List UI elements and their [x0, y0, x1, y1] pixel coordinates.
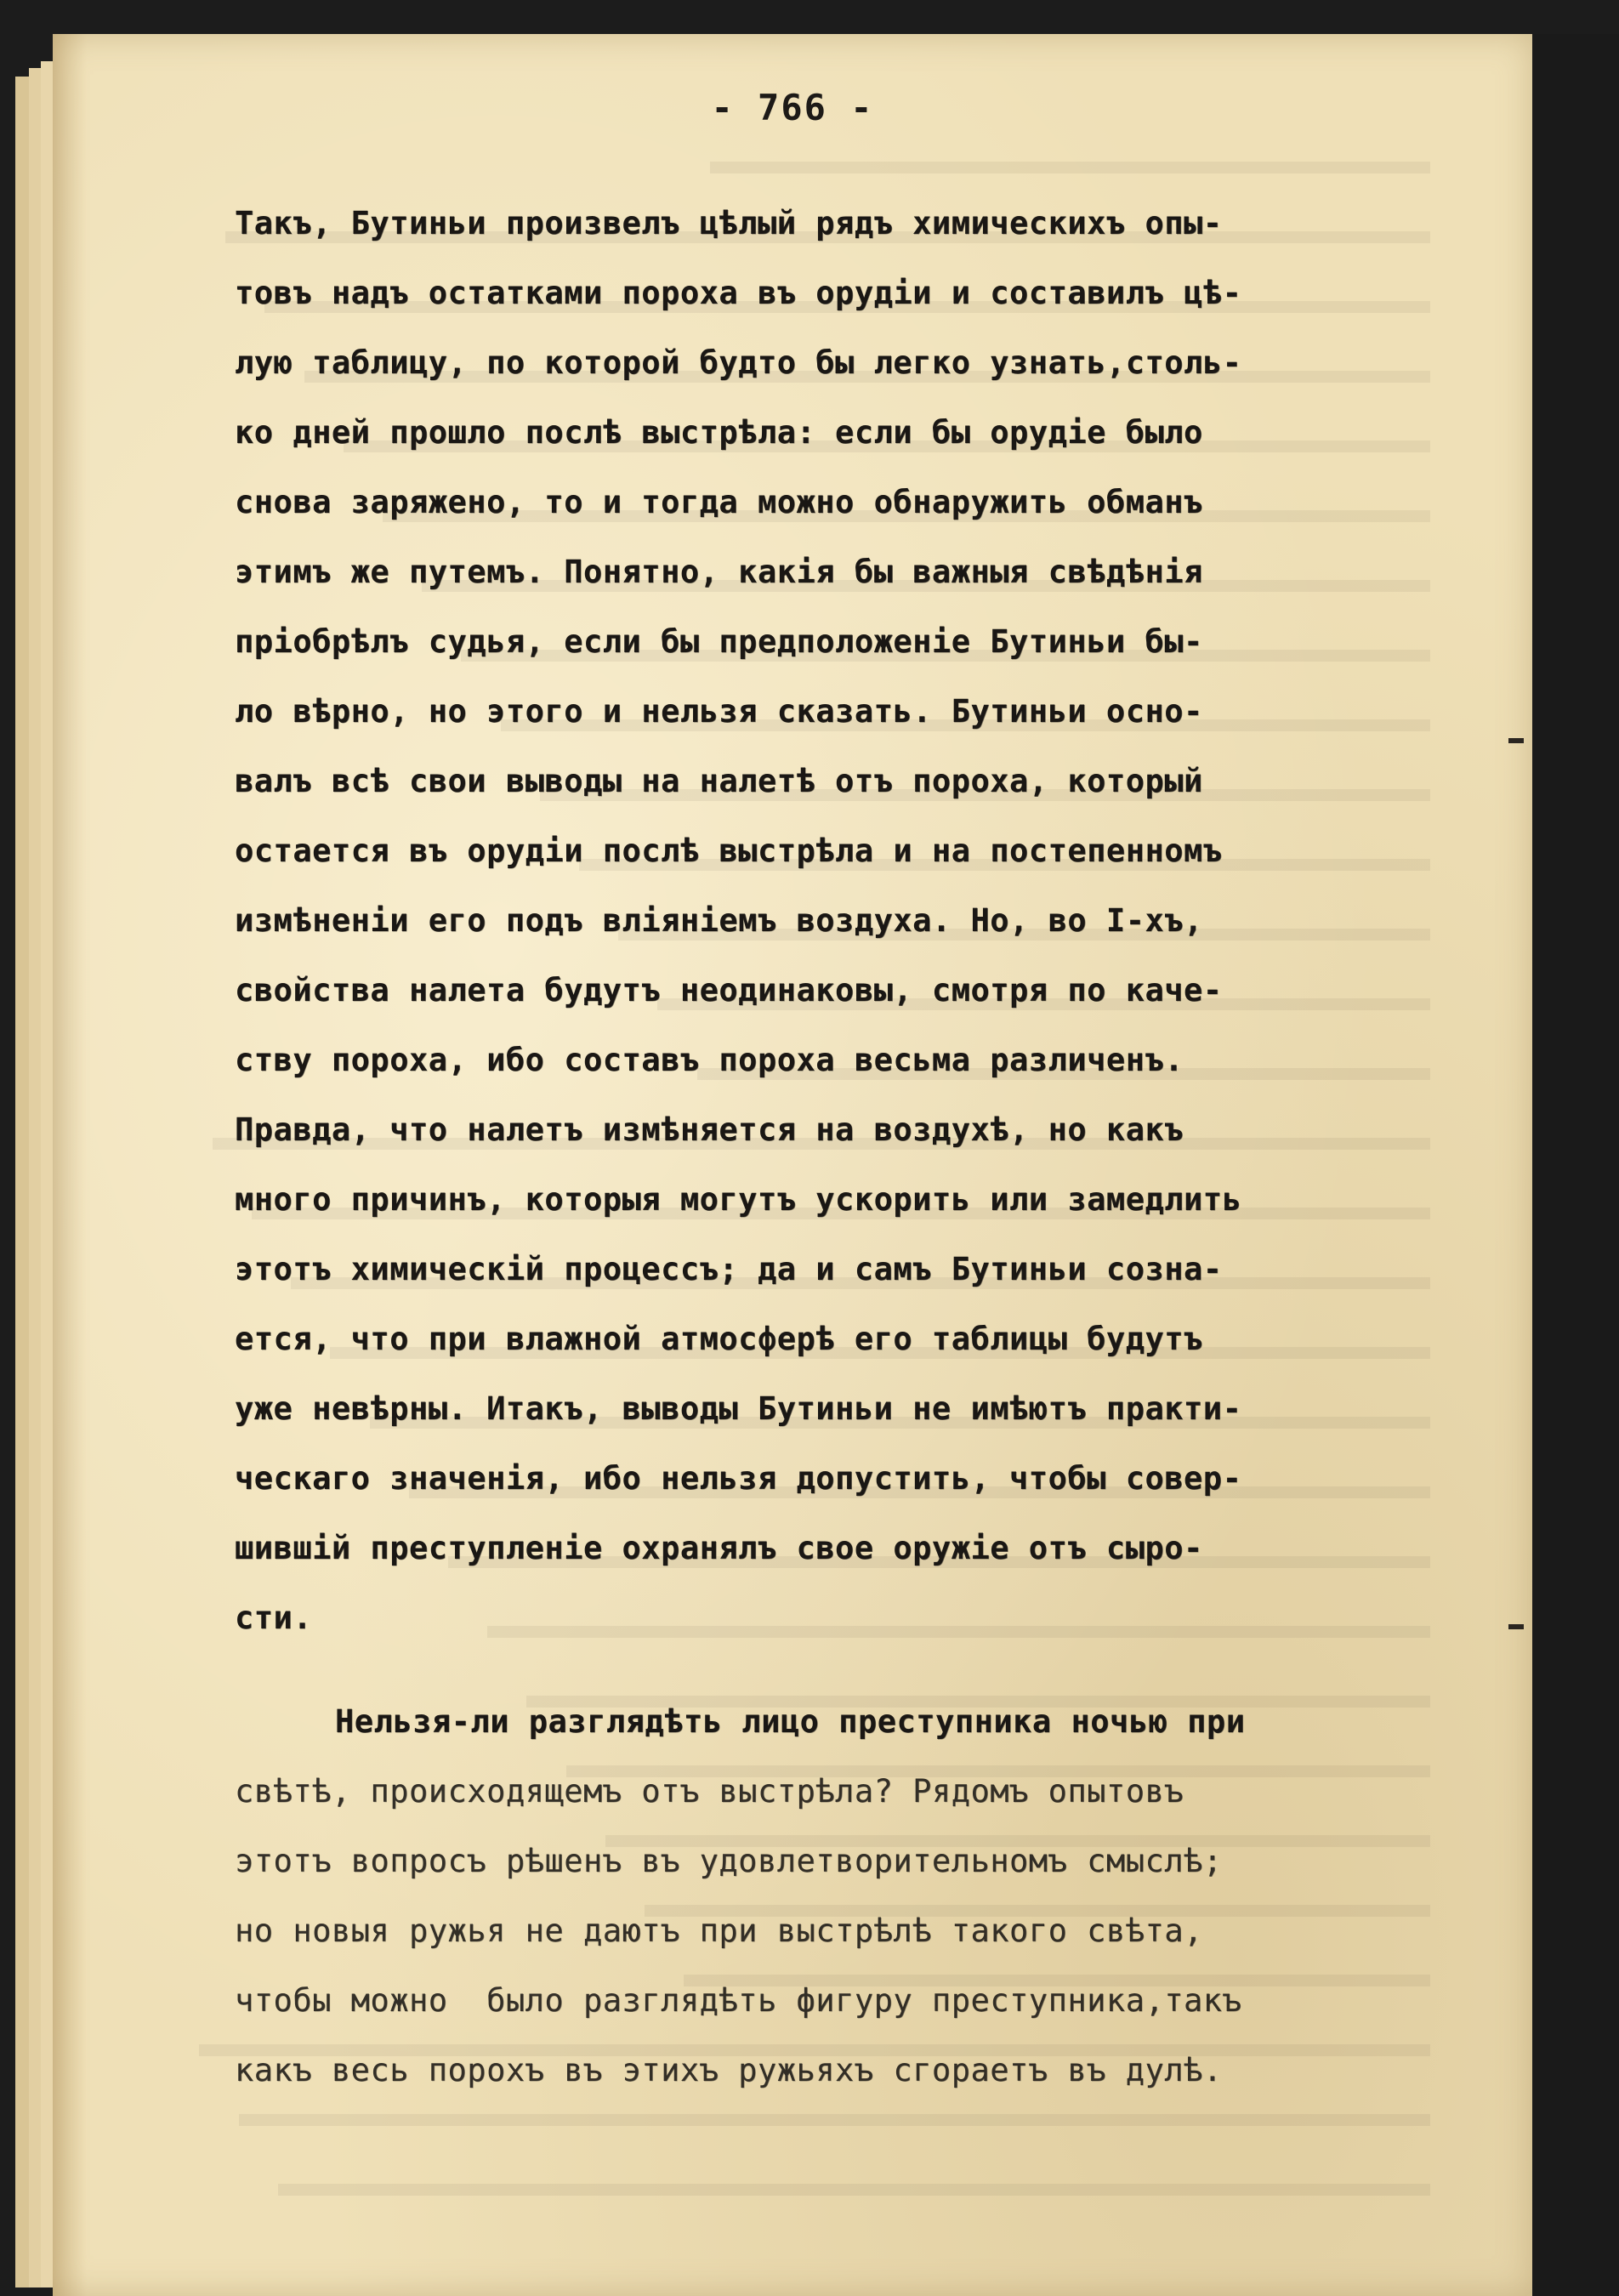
text-line: какъ весь порохъ въ этихъ ружьяхъ сгораетъ въ дулѣ. — [235, 2052, 1223, 2089]
margin-mark — [1508, 738, 1524, 743]
text-line: шившій преступленіе охранялъ свое оружіе отъ сыро- — [235, 1530, 1203, 1566]
text-line: ется, что при влажной атмосферѣ его таблицы будутъ — [235, 1321, 1203, 1357]
text-line: этотъ химическій процессъ; да и самъ Бутиньи созна- — [235, 1251, 1223, 1287]
paragraph-1 — [235, 189, 1459, 1653]
text-line: чтобы можно было разглядѣть фигуру преступника,такъ — [235, 1982, 1242, 2019]
bleed-line — [710, 162, 1430, 173]
text-line: свойства налета будутъ неодинаковы, смотря по каче- — [235, 972, 1223, 1009]
text-line: лую таблицу, по которой будто бы легко узнать,столь- — [235, 344, 1242, 381]
text-line: этимъ же путемъ. Понятно, какія бы важныя свѣдѣнія — [235, 554, 1203, 590]
text-line: товъ надъ остатками пороха въ орудіи и составилъ цѣ- — [235, 275, 1242, 311]
bleed-line — [239, 2114, 1430, 2126]
text-line: измѣненіи его подъ вліяніемъ воздуха. Но, во I-хъ, — [235, 902, 1203, 939]
text-line: Правда, что налетъ измѣняется на воздухѣ, но какъ — [235, 1111, 1184, 1148]
page-number: - 766 - — [711, 87, 874, 128]
margin-mark — [1508, 1624, 1524, 1629]
paper-sheet — [53, 34, 1532, 2296]
text-line: но новыя ружья не даютъ при выстрѣлѣ такого свѣта, — [235, 1912, 1203, 1949]
text-line: снова заряжено, то и тогда можно обнаружить обманъ — [235, 484, 1203, 520]
paragraph-2 — [235, 1687, 1459, 2106]
bleed-line — [278, 2184, 1430, 2196]
text-line: ло вѣрно, но этого и нельзя сказать. Бутиньи осно- — [235, 693, 1203, 730]
text-line: сти. — [235, 1600, 313, 1636]
text-line: ству пороха, ибо составъ пороха весьма различенъ. — [235, 1042, 1184, 1078]
text-line: этотъ вопросъ рѣшенъ въ удовлетворительномъ смыслѣ; — [235, 1843, 1223, 1879]
text-line: ческаго значенія, ибо нельзя допустить, чтобы совер- — [235, 1460, 1242, 1497]
scan-background — [1532, 34, 1619, 2296]
typewritten-body — [235, 189, 1459, 2106]
text-line: много причинъ, которыя могутъ ускорить или замедлить — [235, 1181, 1242, 1218]
text-line: свѣтѣ, происходящемъ отъ выстрѣла? Рядомъ опытовъ — [235, 1773, 1184, 1810]
paragraph-gap — [235, 1653, 1459, 1687]
text-line: Нельзя-ли разглядѣть лицо преступника ночью при — [335, 1703, 1246, 1740]
text-line: валъ всѣ свои выводы на налетѣ отъ пороха, который — [235, 763, 1203, 799]
text-line: уже невѣрны. Итакъ, выводы Бутиньи не имѣютъ практи- — [235, 1390, 1242, 1427]
text-line: пріобрѣлъ судья, если бы предположеніе Бутиньи бы- — [235, 623, 1203, 660]
text-line: ко дней прошло послѣ выстрѣла: если бы орудіе было — [235, 414, 1203, 451]
text-line: Такъ, Бутиньи произвелъ цѣлый рядъ химическихъ опы- — [235, 205, 1223, 242]
text-line: остается въ орудіи послѣ выстрѣла и на постепенномъ — [235, 833, 1223, 869]
